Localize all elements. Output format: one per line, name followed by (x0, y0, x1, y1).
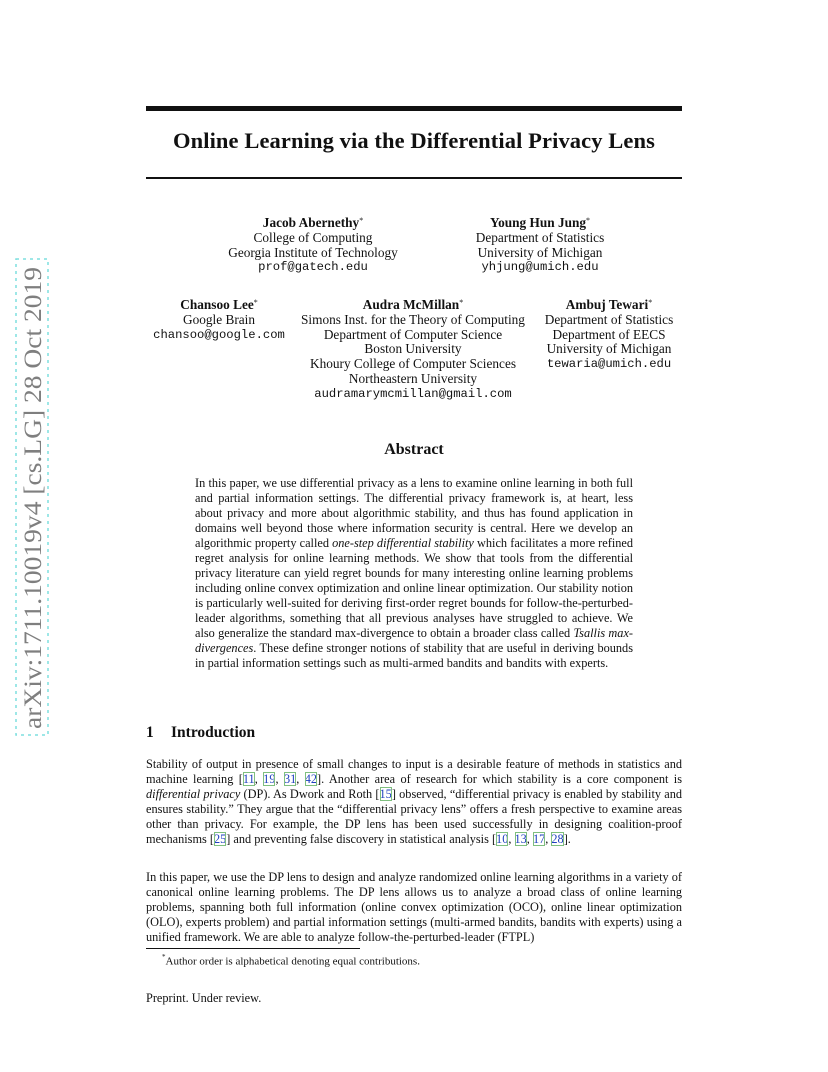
author-affiliation: Khoury College of Computer Sciences (309, 356, 517, 372)
abstract-text: In this paper, we use differential privacy as a lens to examine online learning in both full and partial information settings. The differential privacy framework is, at heart, less about privacy and more about algorithmic stability, and thus has found application in domains well beyond those where information security is central. Here we develop an algorithmic property called one-step differential stability which facilitates a more refined regret analysis for online learning methods. We show that tools from the differential privacy literature can yield regret bounds for many interesting online learning problems including online convex optimization and online linear optimization. Our stability notion is particularly well-suited for deriving first-order regret bounds for follow-the-perturbed-leader algorithms, something that all previous analyses have struggled to achieve. We also generalize the standard max-divergence to obtain a broader class called Tsallis max-divergences. These define stronger notions of stability that are useful in deriving bounds in partial information settings such as multi-armed bandits and bandits with experts. (195, 476, 633, 670)
author-name: Chansoo Lee* (180, 297, 258, 312)
author-block (292, 298, 534, 402)
title-top-rule (146, 106, 682, 111)
arxiv-stamp[interactable] (14, 257, 50, 737)
paper-title: Online Learning via the Differential Privacy Lens (173, 128, 655, 153)
author-name: Ambuj Tewari* (565, 297, 653, 312)
author-block (450, 216, 630, 275)
author-email[interactable]: audramarymcmillan@gmail.com (314, 386, 512, 401)
author-affiliation: University of Michigan (477, 244, 603, 260)
title-bottom-rule (146, 177, 682, 179)
citation-link[interactable]: 42 (304, 771, 318, 786)
author-affiliation: Department of EECS (552, 326, 666, 342)
section-heading (146, 724, 682, 742)
author-affiliation: Department of Statistics (475, 229, 605, 245)
author-affiliation: College of Computing (253, 229, 373, 245)
section-title: Introduction (171, 724, 256, 741)
arxiv-stamp-text: arXiv:1711.10019v4 [cs.LG] 28 Oct 2019 (18, 300, 47, 729)
author-name: Audra McMillan* (362, 297, 464, 312)
citation-link[interactable]: 19 (263, 771, 276, 786)
author-affiliation: Department of Statistics (544, 311, 674, 327)
author-affiliation: Simons Inst. for the Theory of Computing (301, 311, 525, 327)
author-affiliation: Department of Computer Science (323, 326, 503, 342)
author-affiliation: Boston University (364, 341, 462, 357)
citation-link[interactable]: 11 (242, 771, 255, 786)
footnote: *Author order is alphabetical denoting equal contributions. (162, 953, 420, 968)
author-name: Jacob Abernethy* (262, 215, 364, 230)
section-number: 1 (146, 724, 154, 741)
citation-link[interactable]: 17 (532, 831, 546, 846)
preprint-note: Preprint. Under review. (146, 991, 262, 1005)
intro-paragraph-1: Stability of output in presence of small changes to input is a desirable feature of methods in statistics and machine learning [11, 19, 31, 42]. Another area of research for which stability is a core component is differential privacy (DP). As Dwork and Roth [15] observed, “differential privacy is enabled by stability and ensures stability.” They argue that the “differential privacy lens” offers a fresh perspective to examine areas other than privacy. For example, the DP lens has been used successfully in designing coalition-proof mechanisms [25] and preventing false discovery in statistical analysis [10, 13, 17, 28]. (146, 757, 683, 846)
author-affiliation: Google Brain (182, 311, 255, 327)
citation-link[interactable]: 25 (213, 831, 227, 846)
author-affiliation: Northeastern University (348, 370, 478, 386)
author-affiliation: Georgia Institute of Technology (228, 244, 398, 260)
citation-link[interactable]: 31 (283, 771, 297, 786)
author-name: Young Hun Jung* (489, 215, 591, 230)
author-block (198, 216, 428, 275)
abstract-heading: Abstract (384, 441, 444, 458)
citation-link[interactable]: 28 (551, 831, 564, 846)
footnote-rule (146, 948, 360, 949)
citation-link[interactable]: 15 (379, 786, 392, 801)
author-block (146, 298, 292, 342)
author-email[interactable]: yhjung@umich.edu (481, 260, 599, 275)
citation-link[interactable]: 10 (496, 831, 509, 846)
author-email[interactable]: chansoo@google.com (153, 327, 285, 342)
author-block (536, 298, 682, 372)
author-email[interactable]: tewaria@umich.edu (546, 357, 672, 372)
author-affiliation: University of Michigan (546, 341, 672, 357)
author-email[interactable]: prof@gatech.edu (258, 260, 368, 275)
citation-link[interactable]: 13 (514, 831, 527, 846)
intro-paragraph-2: In this paper, we use the DP lens to design and analyze randomized online learning algorithms in a variety of canonical online learning problems. The DP lens allows us to analyze a broad class of online learning problems, spanning both full information (online convex optimization (OCO), online linear optimization (OLO), experts problem) and partial information settings (multi-armed bandits, bandits with experts) using a unified framework. We are able to analyze follow-the-perturbed-leader (FTPL) (146, 870, 682, 944)
